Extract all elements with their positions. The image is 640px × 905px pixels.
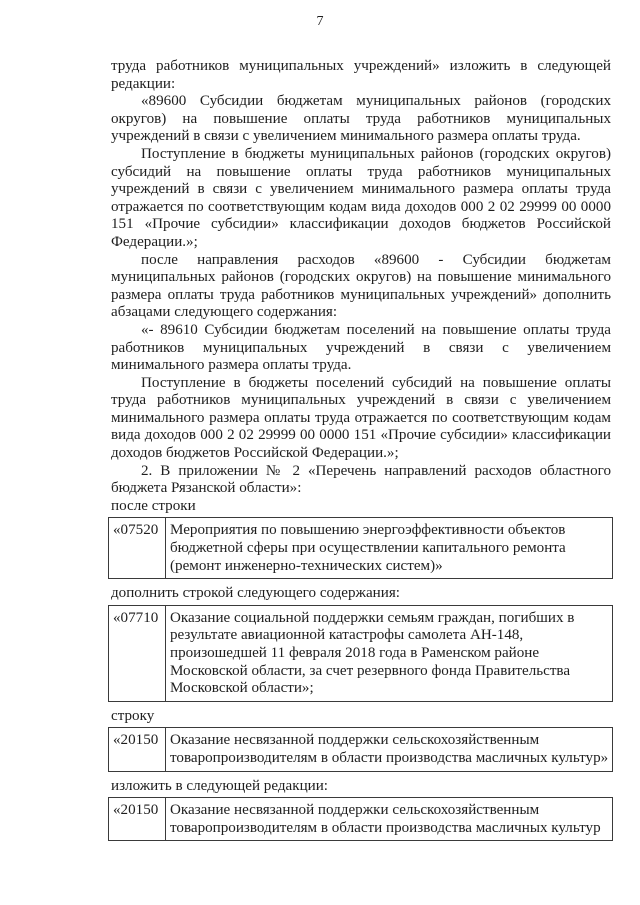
table-row [109, 518, 613, 579]
document-body [111, 58, 611, 847]
expense-code: «07710 [109, 605, 166, 701]
expense-description: Мероприятия по повышению энергоэффективности объектов бюджетной сферы при осуществлении капитального ремонта (ремонт инженерно-технических систем)» [166, 518, 613, 579]
label-restate: изложить в следующей редакции: [111, 777, 328, 794]
code-table-07710 [108, 605, 613, 702]
code-table-07520 [108, 517, 613, 579]
paragraph-89600-title: «89600 Субсидии бюджетам муниципальных районов (городских округов) на повышение оплаты труда работников муниципальных учреждений в связи с увеличением минимального размера оплаты труда. [111, 93, 611, 145]
label-after-row: после строки [111, 497, 196, 514]
code-table-20150-old [108, 727, 613, 771]
paragraph-89610-title: «- 89610 Субсидии бюджетам поселений на повышение оплаты труда работников муниципальных учреждений в связи с увеличением минимального размера оплаты труда. [111, 321, 611, 374]
label-row: строку [111, 707, 155, 724]
label-add-row: дополнить строкой следующего содержания: [111, 585, 400, 602]
table-row [109, 728, 613, 771]
code-table-20150-new [108, 797, 613, 841]
table-row [109, 605, 613, 701]
expense-description: Оказание социальной поддержки семьям граждан, погибших в результате авиационной катастрофы самолета АН-148, произошедшей 11 февраля 2018 года в Раменском районе Московской области, за счет резервного фонда Правительства Московской области»; [166, 605, 613, 701]
expense-code: «07520 [109, 518, 166, 579]
paragraph-appendix-2: 2. В приложении № 2 «Перечень направлений расходов областного бюджета Рязанской области»: [111, 462, 611, 497]
table-row [109, 798, 613, 841]
page-number: 7 [316, 14, 324, 29]
expense-code: «20150 [109, 728, 166, 771]
paragraph-after-89600: после направления расходов «89600 - Субсидии бюджетам муниципальных районов (городских округов) на повышение минимального размера оплаты труда работников муниципальных учреждений» дополнить абзацами следующего содержания: [111, 251, 611, 321]
expense-description: Оказание несвязанной поддержки сельскохозяйственным товаропроизводителям в области производства масличных культур [166, 798, 613, 841]
paragraph-89600-income: Поступление в бюджеты муниципальных районов (городских округов) субсидий на повышение оплаты труда работников муниципальных учреждений в связи с увеличением минимального размера оплаты труда отражается по соответствующим кодам вида доходов 000 2 02 29999 00 0000 151 «Прочие субсидии» классификации доходов бюджетов Российской Федерации.»; [111, 145, 611, 250]
paragraph-continuation: труда работников муниципальных учреждений» изложить в следующей редакции: [111, 58, 611, 92]
paragraph-89610-income: Поступление в бюджеты поселений субсидий на повышение оплаты труда работников муниципальных учреждений в связи с увеличением минимального размера оплаты труда отражается по соответствующим кодам вида доходов 000 2 02 29999 00 0000 151 «Прочие субсидии» классификации доходов бюджетов Российской Федерации.»; [111, 374, 611, 462]
expense-description: Оказание несвязанной поддержки сельскохозяйственным товаропроизводителям в области производства масличных культур» [166, 728, 613, 771]
expense-code: «20150 [109, 798, 166, 841]
